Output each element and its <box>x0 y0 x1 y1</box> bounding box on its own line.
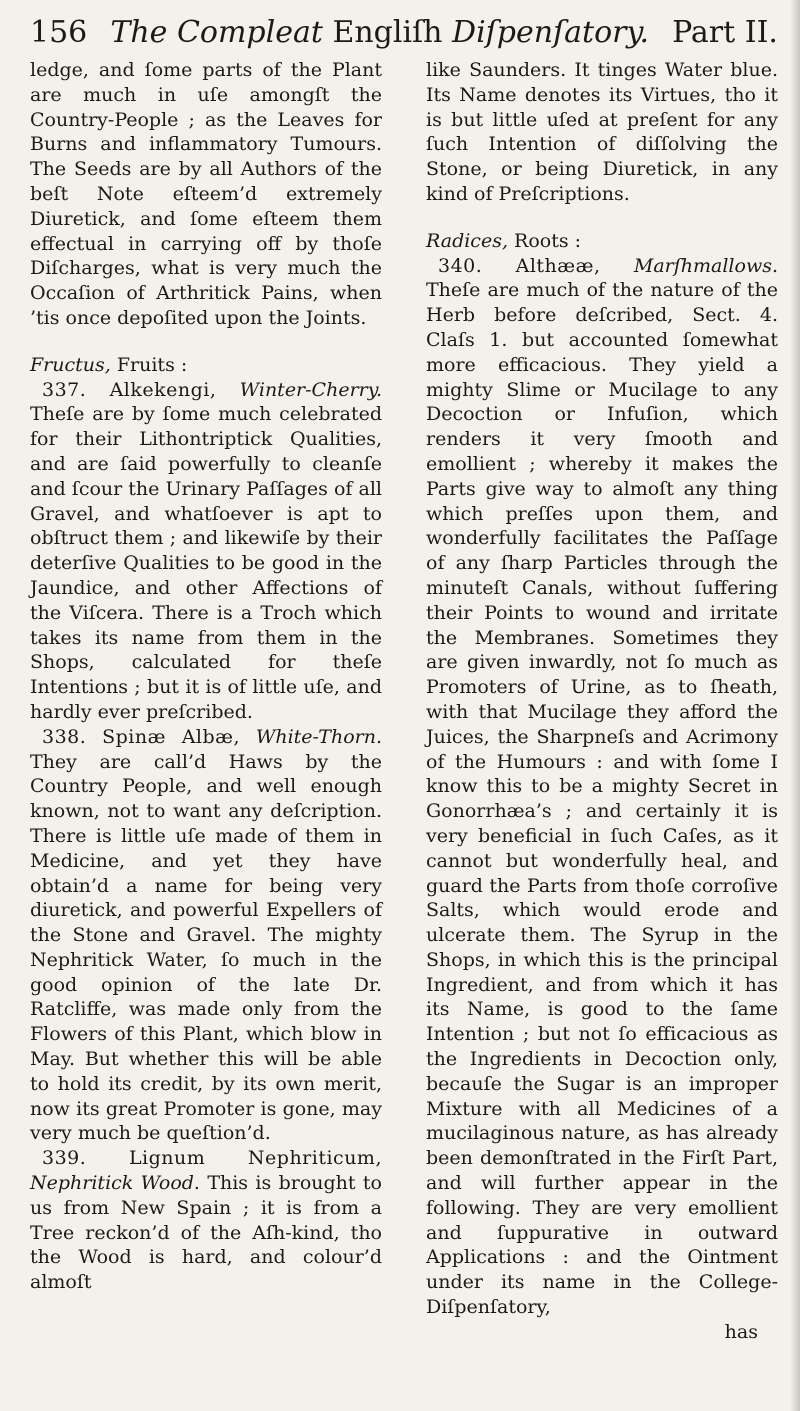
numbered-entry <box>30 1146 382 1295</box>
entry-text: Theſe are by ſome much celebrated for their Lithontriptick Qualities, and are ſaid powerfully to cleanſe and ſcour the Urinary Paſſages of all Gravel, and whatſoever is apt to obſtruct them ; and likewiſe by their deterſive Qualities to be good in the Jaundice, and other Affections of the Viſcera. There is a Troch which takes its name from them in the Shops, calculated for theſe Intentions ; but it is of little uſe, and hardly ever preſcribed. <box>30 403 382 723</box>
section-heading <box>426 229 778 254</box>
entry-text: This is brought to us from New Spain ; it is from a Tree reckon’d of the Aſh-kind, tho the Wood is hard, and colour’d almoſt <box>30 1172 382 1294</box>
paragraph: ledge, and ſome parts of the Plant are much in uſe amongſt the Country-People ; as the Leaves for Burns and inflammatory Tumours. The Seeds are by all Authors of the beſt Note eſteem’d extremely Diuretick, and ſome eſteem them effectual in carrying off by thoſe Diſcharges, what is very much the Occaſion of Arthritick Pains, when ’tis once depoſited upon the Joints. <box>30 59 382 329</box>
paragraph: like Saunders. It tinges Water blue. Its Name denotes its Virtues, tho it is but little uſed at preſent for any ſuch Intention of diſſolving the Stone, or being Diuretick, in any kind of Preſcriptions. <box>426 59 778 205</box>
running-title-roman: Engliſh <box>332 15 443 50</box>
page-edge-shadow <box>790 0 800 1411</box>
entry-english-name: Winter-Cherry. <box>239 378 382 401</box>
section-heading <box>30 353 382 378</box>
running-title-part2: Diſpenſatory. <box>442 15 650 50</box>
catchword: has <box>724 1320 758 1343</box>
entry-text: They are call’d Haws by the Country People, and well enough known, not to want any deſcription. There is little uſe made of them in Medicine, and yet they have obtain’d a name for being very diuretick, and powerful Expellers of the Stone and Gravel. The mighty Nephritick Water, ſo much in the good opinion of the late Dr. Ratcliffe, was made only from the Flowers of this Plant, which blow in May. But whether this will be able to hold its credit, by its own merit, now its great Promoter is gone, may very much be queſtion’d. <box>30 750 382 1145</box>
entry-english-name: Marſhmallows. <box>633 254 778 277</box>
part-label: Part II. <box>672 15 778 50</box>
entry-number-latin: 338. Spinæ Albæ, <box>42 725 256 748</box>
section-term: Fructus, <box>30 353 111 376</box>
numbered-entry <box>426 254 778 1320</box>
section-gloss: Fruits : <box>110 353 188 376</box>
entry-english-name: White-Thorn. <box>255 725 382 748</box>
numbered-entry <box>30 725 382 1147</box>
page-number: 156 <box>30 15 88 50</box>
right-column <box>426 58 778 1345</box>
entry-number-latin: 340. Althææ, <box>438 254 634 277</box>
section-term: Radices, <box>426 229 508 252</box>
entry-number-latin: 337. Alkekengi, <box>42 378 240 401</box>
section-gloss: Roots : <box>507 229 582 252</box>
left-column <box>30 58 382 1345</box>
entry-text: Theſe are much of the nature of the Herb before deſcribed, Sect. 4. Claſs 1. but accounted ſomewhat more efficacious. They yield a mighty Slime or Mucilage to any Decoction or Infuſion, which renders it very ſmooth and emollient ; whereby it makes the Parts give way to almoſt any thing which preſſes upon them, and wonderfully facilitates the Paſſage of any ſharp Particles through the minuteſt Canals, without ſuffering their Points to wound and irritate the Membranes. Sometimes they are given inwardly, not ſo much as Promoters of Urine, as to ſheath, with that Mucilage they afford the Juices, the Sharpneſs and Acrimony of the Humours : and with ſome I know this to be a mighty Secret in Gonorrhæa’s ; and certainly it is very beneficial in ſuch Caſes, as it cannot but wonderfully heal, and guard the Parts from thoſe corroſive Salts, which would erode and ulcerate them. The Syrup in the Shops, in which this is the principal Ingredient, and from which it has its Name, is good to the ſame Intention ; but not ſo efficacious as the Ingredients in Decoction only, becauſe the Sugar is an improper Mixture with all Medicines of a mucilaginous nature, as has already been demonſtrated in the Firſt Part, and will further appear in the following. They are very emollient and ſuppurative in outward Applications : and the Ointment under its name in the College-Diſpenſatory, <box>426 279 778 1319</box>
running-head <box>30 14 778 54</box>
entry-english-name: Nephritick Wood. <box>30 1172 200 1195</box>
numbered-entry <box>30 378 382 725</box>
entry-number-latin: 339. Lignum Nephriticum, <box>42 1147 382 1170</box>
running-title-part1: The Compleat <box>110 15 333 50</box>
running-title <box>110 14 649 52</box>
text-columns <box>30 58 778 1345</box>
